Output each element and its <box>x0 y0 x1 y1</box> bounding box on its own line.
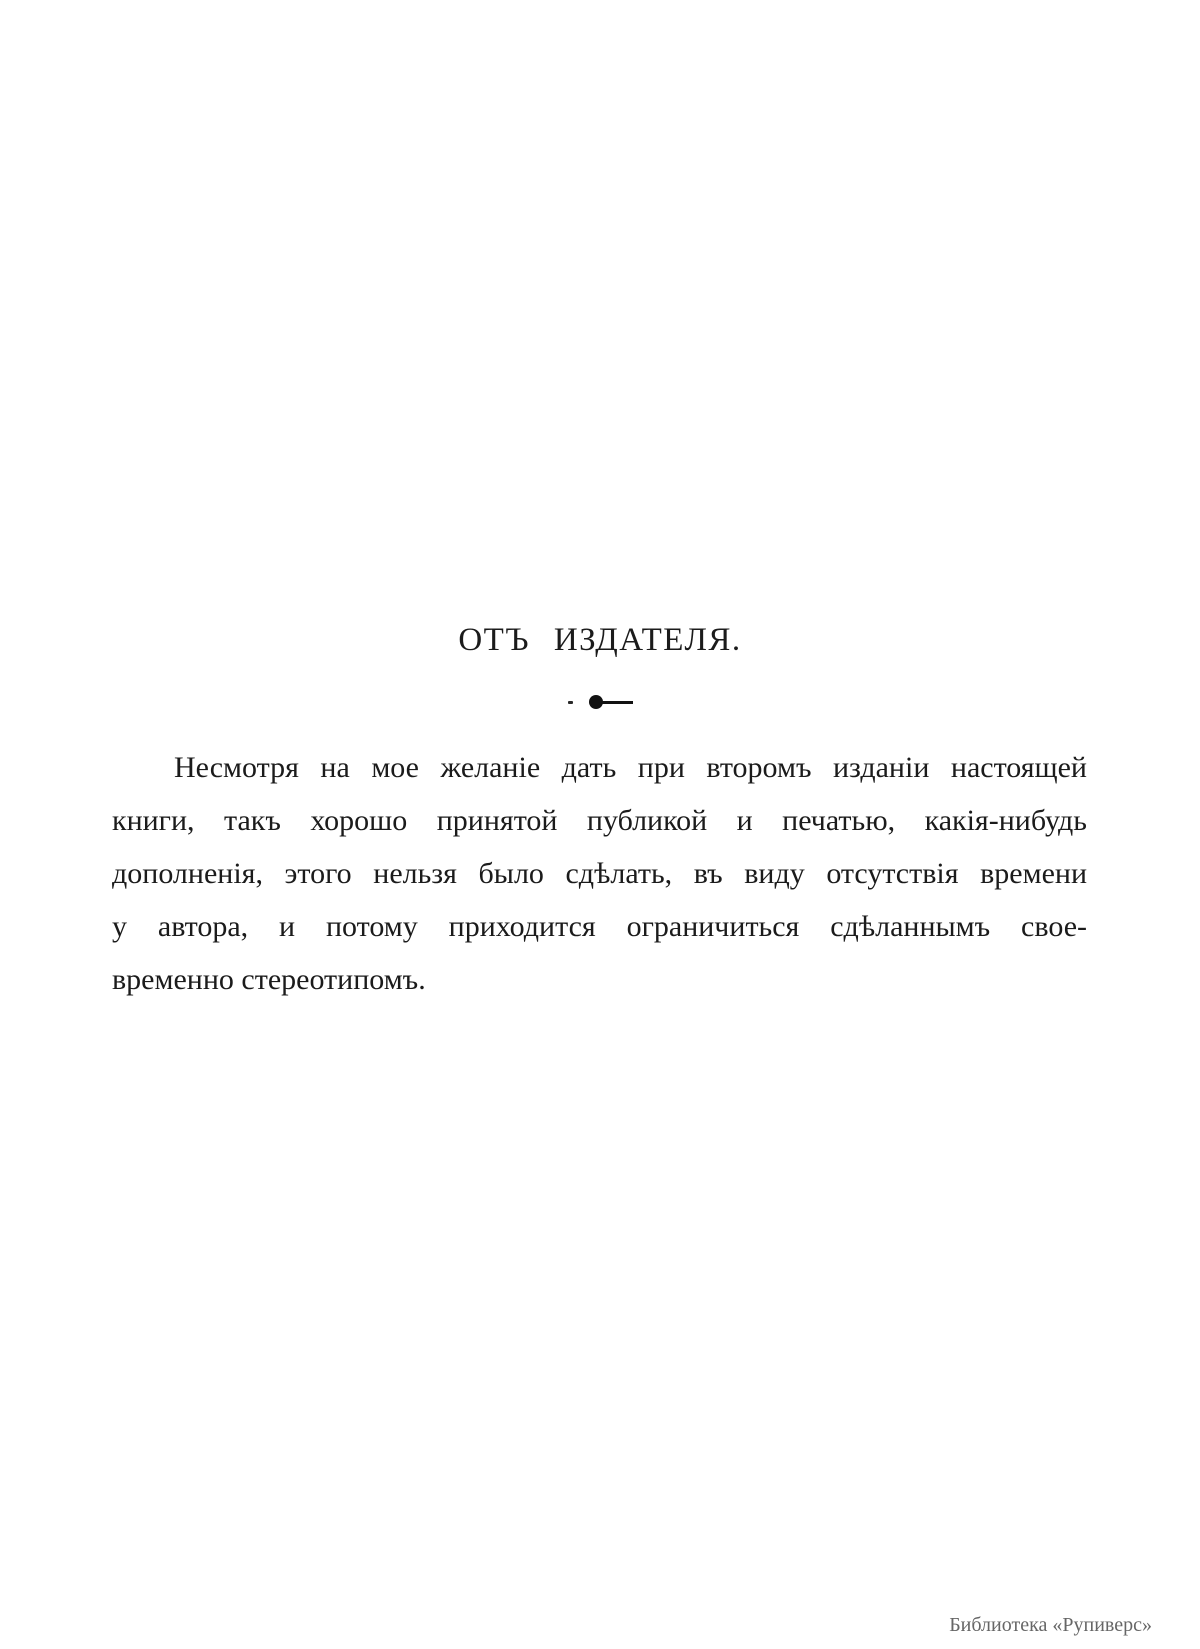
paragraph-line: книги, такъ хорошо принятой публикой и печатью, какія-нибудь <box>112 804 1087 837</box>
watermark-text: Библиотека «Рупиверс» <box>949 1614 1152 1636</box>
page-title: ОТЪ ИЗДАТЕЛЯ. <box>458 622 742 658</box>
paragraph-line: временно стереотипомъ. <box>112 963 426 996</box>
paragraph-line: у автора, и потому приходится ограничиться сдѣланнымъ свое- <box>112 910 1087 943</box>
divider-rule-icon <box>602 701 633 704</box>
paragraph-line: Несмотря на мое желаніе дать при второмъ изданіи настоящей <box>174 751 1087 784</box>
divider-dot-icon <box>589 695 603 709</box>
paragraph-line: дополненія, этого нельзя было сдѣлать, въ виду отсутствія времени <box>112 857 1087 890</box>
section-divider <box>0 693 1200 711</box>
divider-tick-icon <box>568 701 573 704</box>
publisher-note-paragraph <box>112 741 1087 1006</box>
